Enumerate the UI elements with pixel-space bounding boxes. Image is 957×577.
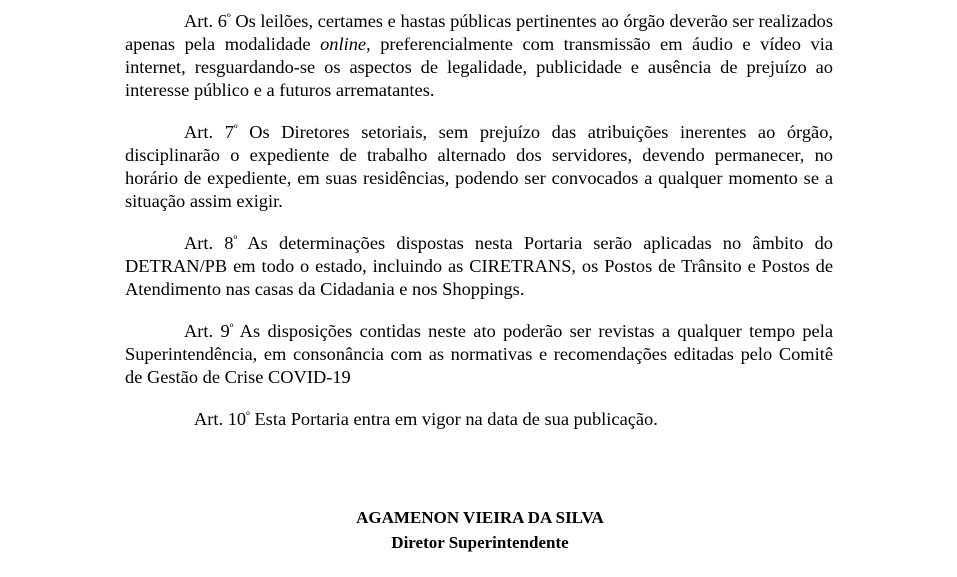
article-text: Esta Portaria entra em vigor na data de sua publicação. [249, 409, 658, 429]
article-number: 9 [220, 321, 230, 341]
article-text: As disposições contidas neste ato poderão ser revistas a qualquer tempo pela Superintendência, em consonância com as normativas e recomendações editadas pelo Comitê de Gestão de Crise COVID-19 [125, 321, 833, 387]
ordinal-indicator: º [233, 233, 238, 247]
article-text: preferencialmente com transmissão em áudio e vídeo via internet, resguardando-se os aspectos de legalidade, publicidade e ausência de prejuízo ao interesse público e a futuros arrematantes. [125, 34, 833, 100]
article-prefix: Art. [184, 11, 218, 31]
article-number: 10 [227, 409, 247, 429]
ordinal-indicator: º [229, 321, 234, 335]
article-number: 7 [224, 122, 234, 142]
article-prefix: Art. [184, 321, 221, 341]
document-body [125, 10, 833, 450]
article-10 [125, 408, 833, 431]
article-7 [125, 121, 833, 213]
article-number: 8 [224, 233, 234, 253]
article-number: 6 [217, 11, 227, 31]
signature-block [230, 505, 730, 555]
article-text: Os leilões, certames e hastas públicas pertinentes ao órgão deverão ser realizados apenas pela modalidade [125, 11, 833, 54]
ordinal-indicator: º [246, 409, 250, 423]
article-text: As determinações dispostas nesta Portaria serão aplicadas no âmbito do DETRAN/PB em todo o estado, incluindo as CIRETRANS, os Postos de Trânsito e Postos de Atendimento nas casas da Cidadania e nos Shoppings. [125, 233, 833, 299]
article-prefix: Art. [194, 409, 228, 429]
article-9 [125, 320, 833, 389]
article-prefix: Art. [184, 122, 225, 142]
signatory-name: AGAMENON VIEIRA DA SILVA [356, 508, 604, 527]
article-6 [125, 10, 833, 102]
signatory-title: Diretor Superintendente [391, 533, 569, 552]
article-text-italic: online, [320, 34, 371, 54]
ordinal-indicator: º [226, 11, 231, 25]
article-prefix: Art. [184, 233, 225, 253]
ordinal-indicator: º [233, 122, 238, 136]
article-text: Os Diretores setoriais, sem prejuízo das atribuições inerentes ao órgão, disciplinarão o expediente de trabalho alternado dos servidores, devendo permanecer, no horário de expediente, em suas residências, podendo ser convocados a qualquer momento se a situação assim exigir. [125, 122, 833, 211]
article-8 [125, 232, 833, 301]
